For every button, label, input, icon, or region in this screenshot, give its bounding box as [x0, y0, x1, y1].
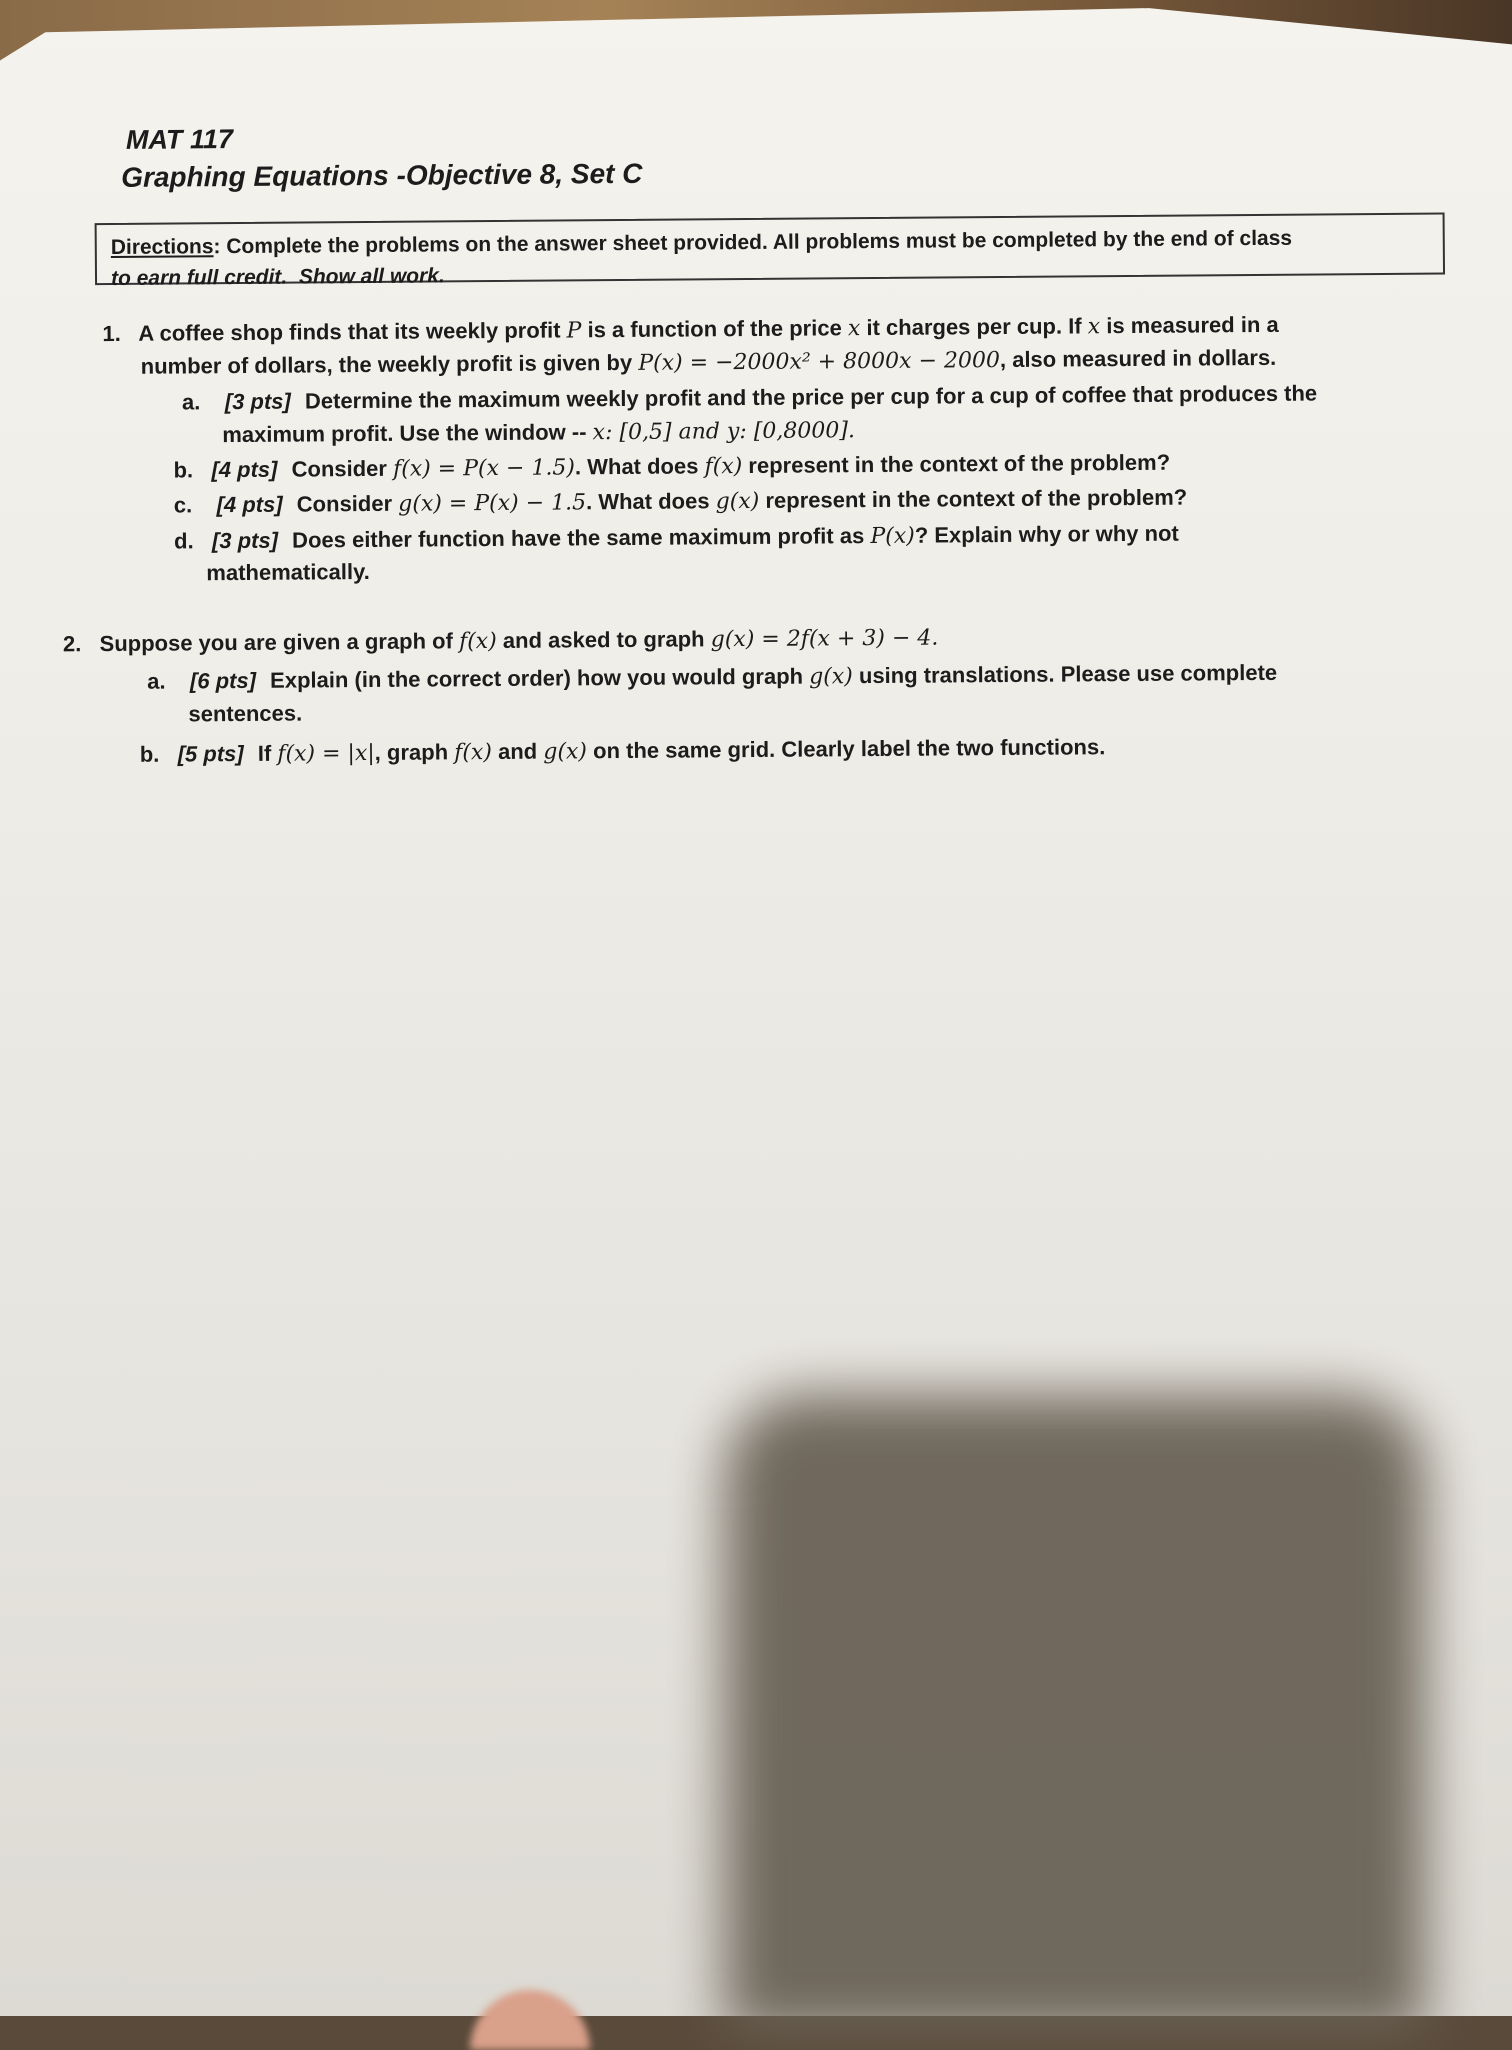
- directions-box: [95, 213, 1445, 291]
- part-2b: [140, 730, 1106, 772]
- directions-text-2: to earn full credit.: [110, 265, 288, 291]
- worksheet-title: Graphing Equations -Objective 8, Set C: [121, 157, 643, 193]
- part-1c: [174, 481, 1188, 523]
- problem-number: 2.: [62, 631, 82, 657]
- points: [3 pts]: [211, 527, 279, 554]
- variable: x: [1087, 314, 1101, 340]
- problem-2: [63, 621, 939, 662]
- formula: g(x) = 2f(x + 3) − 4.: [710, 625, 939, 653]
- part-1a: [182, 377, 1317, 419]
- directions-emphasis: Show all work.: [298, 264, 445, 289]
- formula: g(x): [809, 664, 853, 690]
- part-text: ? Explain why or why not: [914, 520, 1179, 548]
- part-text: , graph: [374, 739, 449, 765]
- formula: f(x): [458, 628, 497, 655]
- part-text: using translations. Please use complete: [858, 659, 1278, 689]
- variable: P: [566, 318, 582, 344]
- part-marker: c.: [173, 492, 193, 518]
- part-text: Determine the maximum weekly profit and the price per cup for a cup of coffee that produces the: [304, 380, 1318, 414]
- directions-text: : Complete the problems on the answer sheet provided. All problems must be completed by the end of class: [213, 226, 1293, 259]
- points: [4 pts]: [216, 491, 283, 518]
- part-text: Consider: [296, 490, 393, 517]
- formula: g(x): [715, 488, 760, 515]
- part-1d-line-2: [206, 555, 370, 589]
- part-text: on the same grid. Clearly label the two functions.: [592, 734, 1106, 764]
- part-text: . What does: [574, 453, 699, 480]
- part-text: represent in the context of the problem?: [748, 449, 1171, 479]
- part-text: If: [257, 740, 272, 766]
- problem-text: Suppose you are given a graph of: [99, 628, 453, 657]
- variable: x: [847, 316, 861, 342]
- points: [4 pts]: [211, 456, 278, 483]
- part-marker: a.: [181, 389, 201, 415]
- part-text: sentences.: [188, 700, 303, 727]
- problem-text: A coffee shop finds that its weekly profit: [138, 317, 561, 346]
- part-text: maximum profit. Use the window --: [222, 419, 587, 448]
- part-2a: [147, 656, 1277, 699]
- problem-text: is measured in a: [1106, 311, 1279, 339]
- formula: g(x): [543, 739, 588, 765]
- profit-formula: P(x) = −2000x² + 8000x − 2000: [638, 348, 1001, 376]
- formula: P(x): [870, 523, 915, 550]
- points: [3 pts]: [224, 388, 291, 415]
- part-2a-line-2: [188, 697, 302, 731]
- part-text: Does either function have the same maximum profit as: [292, 523, 865, 553]
- problem-text: number of dollars, the weekly profit is given by: [140, 349, 633, 379]
- points: [6 pts]: [189, 667, 257, 694]
- window-range: x: [0,5] and y: [0,8000].: [592, 418, 856, 446]
- formula: f(x) = |x|: [277, 740, 375, 767]
- course-title: MAT 117: [125, 124, 234, 155]
- directions-label: Directions: [110, 235, 214, 260]
- part-1a-line-2: [222, 413, 855, 452]
- points: [5 pts]: [177, 740, 244, 767]
- formula: f(x): [704, 454, 743, 480]
- part-marker: b.: [139, 741, 160, 767]
- part-text: Explain (in the correct order) how you would graph: [270, 663, 804, 693]
- part-text: . What does: [585, 488, 710, 515]
- problem-text: , also measured in dollars.: [999, 344, 1277, 373]
- part-marker: d.: [173, 528, 194, 554]
- part-text: mathematically.: [206, 558, 370, 586]
- problem-text: and asked to graph: [502, 626, 705, 653]
- problem-number: 1.: [102, 320, 121, 347]
- part-text: and: [497, 738, 538, 764]
- part-1d: [174, 517, 1179, 559]
- formula: g(x) = P(x) − 1.5: [398, 490, 587, 517]
- problem-text: is a function of the price: [587, 315, 842, 343]
- part-text: represent in the context of the problem?: [765, 484, 1188, 513]
- part-marker: b.: [173, 457, 194, 483]
- part-marker: a.: [147, 668, 166, 694]
- part-text: Consider: [291, 455, 388, 482]
- formula: f(x): [454, 740, 493, 766]
- problem-text: it charges per cup. If: [866, 313, 1082, 341]
- formula: f(x) = P(x − 1.5): [392, 455, 576, 482]
